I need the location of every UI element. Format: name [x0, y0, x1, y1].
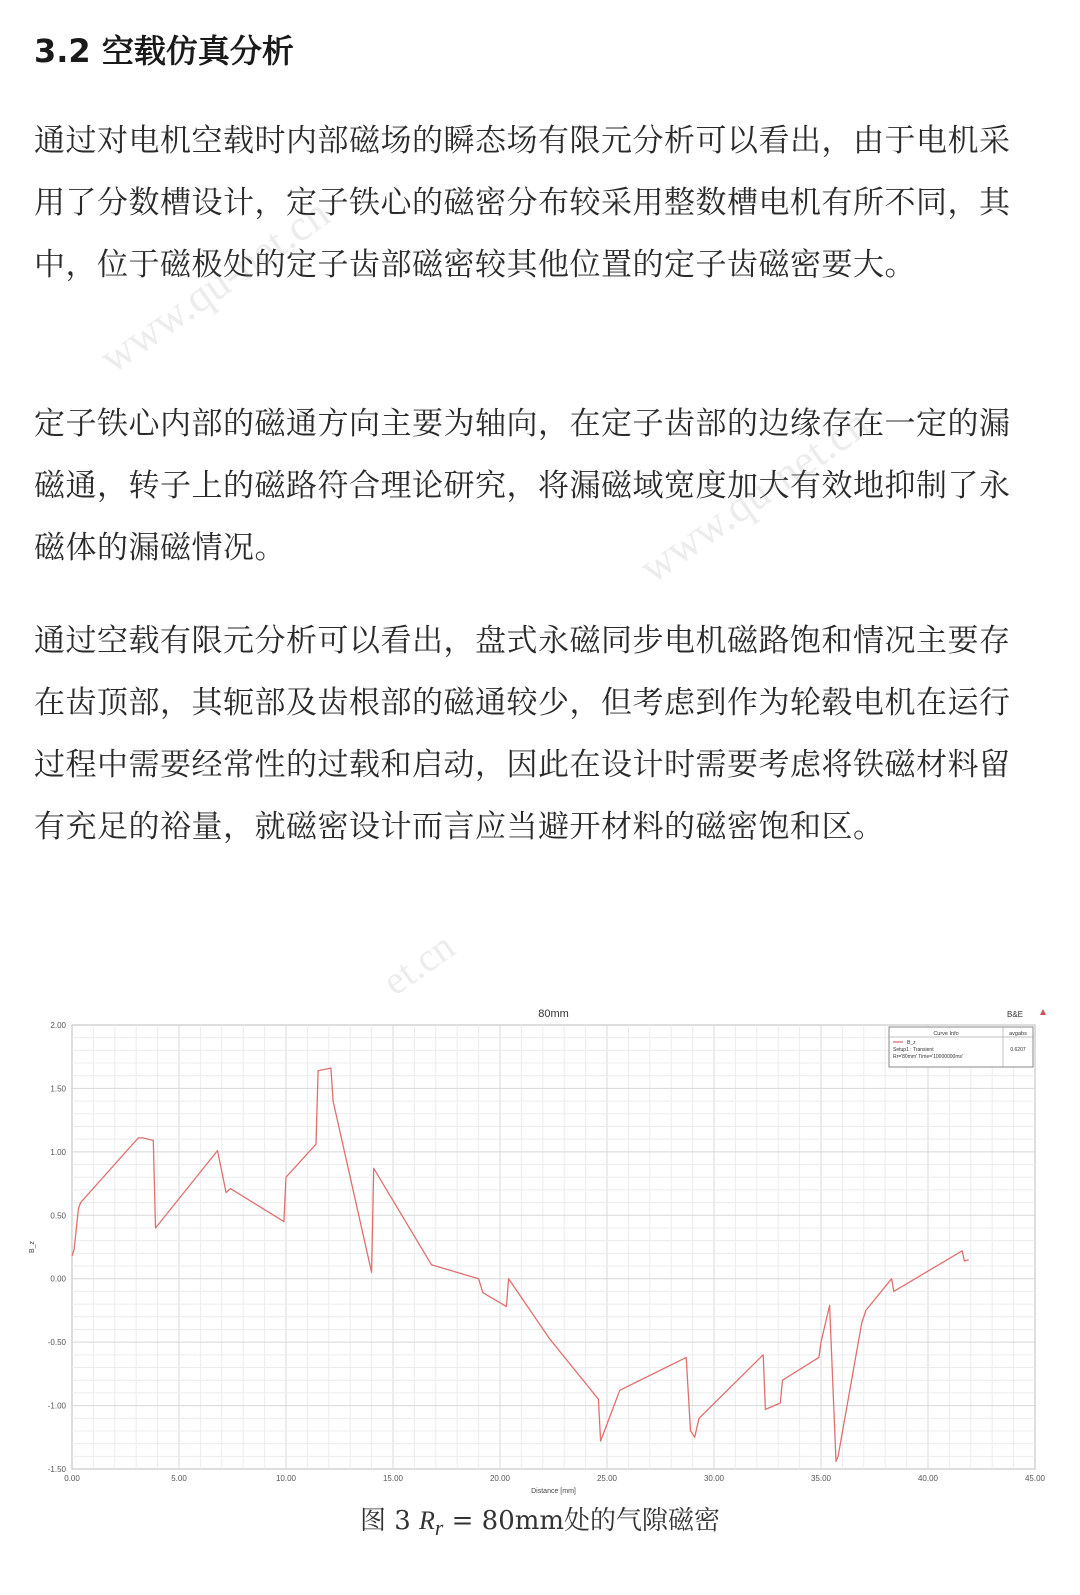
x-tick-label: 15.00 [382, 1474, 404, 1483]
x-tick-label: 10.00 [275, 1474, 297, 1483]
chart-svg [20, 1000, 1060, 1500]
x-tick-label: 35.00 [810, 1474, 832, 1483]
x-tick-label: 45.00 [1024, 1474, 1046, 1483]
y-tick-label: 1.50 [50, 1084, 66, 1094]
paragraph-3: 通过空载有限元分析可以看出，盘式永磁同步电机磁路饱和情况主要存在齿顶部，其轭部及齿根部的磁通较少，但考虑到作为轮毂电机在运行过程中需要经常性的过载和启动，因此在设计时需要考虑将铁磁材料留有充足的裕量，就磁密设计而言应当避开材料的磁密饱和区。 [34, 623, 1011, 845]
chart-legend [889, 1027, 1033, 1067]
legend-setup: Setup1 : Transient [893, 1047, 934, 1053]
chart [20, 1000, 1060, 1500]
caption-prefix: 图 3 [359, 1506, 411, 1536]
x-tick-label: 20.00 [489, 1474, 511, 1483]
legend-series-name: B_z [907, 1040, 916, 1046]
x-tick-label: 25.00 [596, 1474, 618, 1483]
corner-marker-icon [1040, 1009, 1046, 1015]
figure-caption [0, 1500, 1080, 1541]
y-tick-label: 2.00 [50, 1021, 66, 1030]
legend-value: 0.6207 [1010, 1047, 1026, 1053]
chart-corner-label: B&E [1007, 1010, 1024, 1019]
watermark-1: www.qu-net.cn [90, 188, 339, 383]
legend-params: Rr='80mm' Time='10000000ms' [893, 1054, 963, 1060]
x-tick-label: 0.00 [64, 1474, 80, 1483]
watermark-3: et.cn [374, 923, 463, 1004]
x-tick-label: 40.00 [917, 1474, 939, 1483]
legend-header-left: Curve Info [933, 1031, 959, 1037]
x-axis-label: Distance [mm] [531, 1488, 576, 1495]
caption-suffix: = 80mm处的气隙磁密 [451, 1506, 721, 1536]
y-tick-label: -1.50 [47, 1465, 66, 1474]
legend-header-right: avgabs [1009, 1031, 1027, 1037]
y-tick-label: -0.50 [47, 1338, 66, 1348]
chart-grid [72, 1025, 1035, 1469]
chart-title: 80mm [538, 1008, 569, 1020]
paragraph-1: 通过对电机空载时内部磁场的瞬态场有限元分析可以看出，由于电机采用了分数槽设计，定子铁心的磁密分布较采用整数槽电机有所不同，其中，位于磁极处的定子齿部磁密较其他位置的定子齿磁密要大。 [34, 123, 1011, 283]
section-heading: 3.2 空载仿真分析 [34, 32, 294, 70]
watermark-2: www.qu-net.cn [630, 398, 879, 593]
x-tick-label: 5.00 [171, 1474, 187, 1483]
y-tick-label: 1.00 [50, 1147, 66, 1157]
y-tick-label: 0.00 [50, 1274, 66, 1284]
paragraph-2: 定子铁心内部的磁通方向主要为轴向，在定子齿部的边缘存在一定的漏磁通，转子上的磁路符合理论研究，将漏磁域宽度加大有效地抑制了永磁体的漏磁情况。 [34, 406, 1011, 566]
y-axis-label: B_z [29, 1240, 36, 1254]
caption-var: R [419, 1506, 435, 1535]
y-tick-label: 0.50 [50, 1211, 66, 1221]
plot-frame [72, 1025, 1035, 1469]
y-tick-label: -1.00 [47, 1401, 66, 1411]
x-tick-label: 30.00 [703, 1474, 725, 1483]
caption-sub: r [434, 1516, 444, 1541]
